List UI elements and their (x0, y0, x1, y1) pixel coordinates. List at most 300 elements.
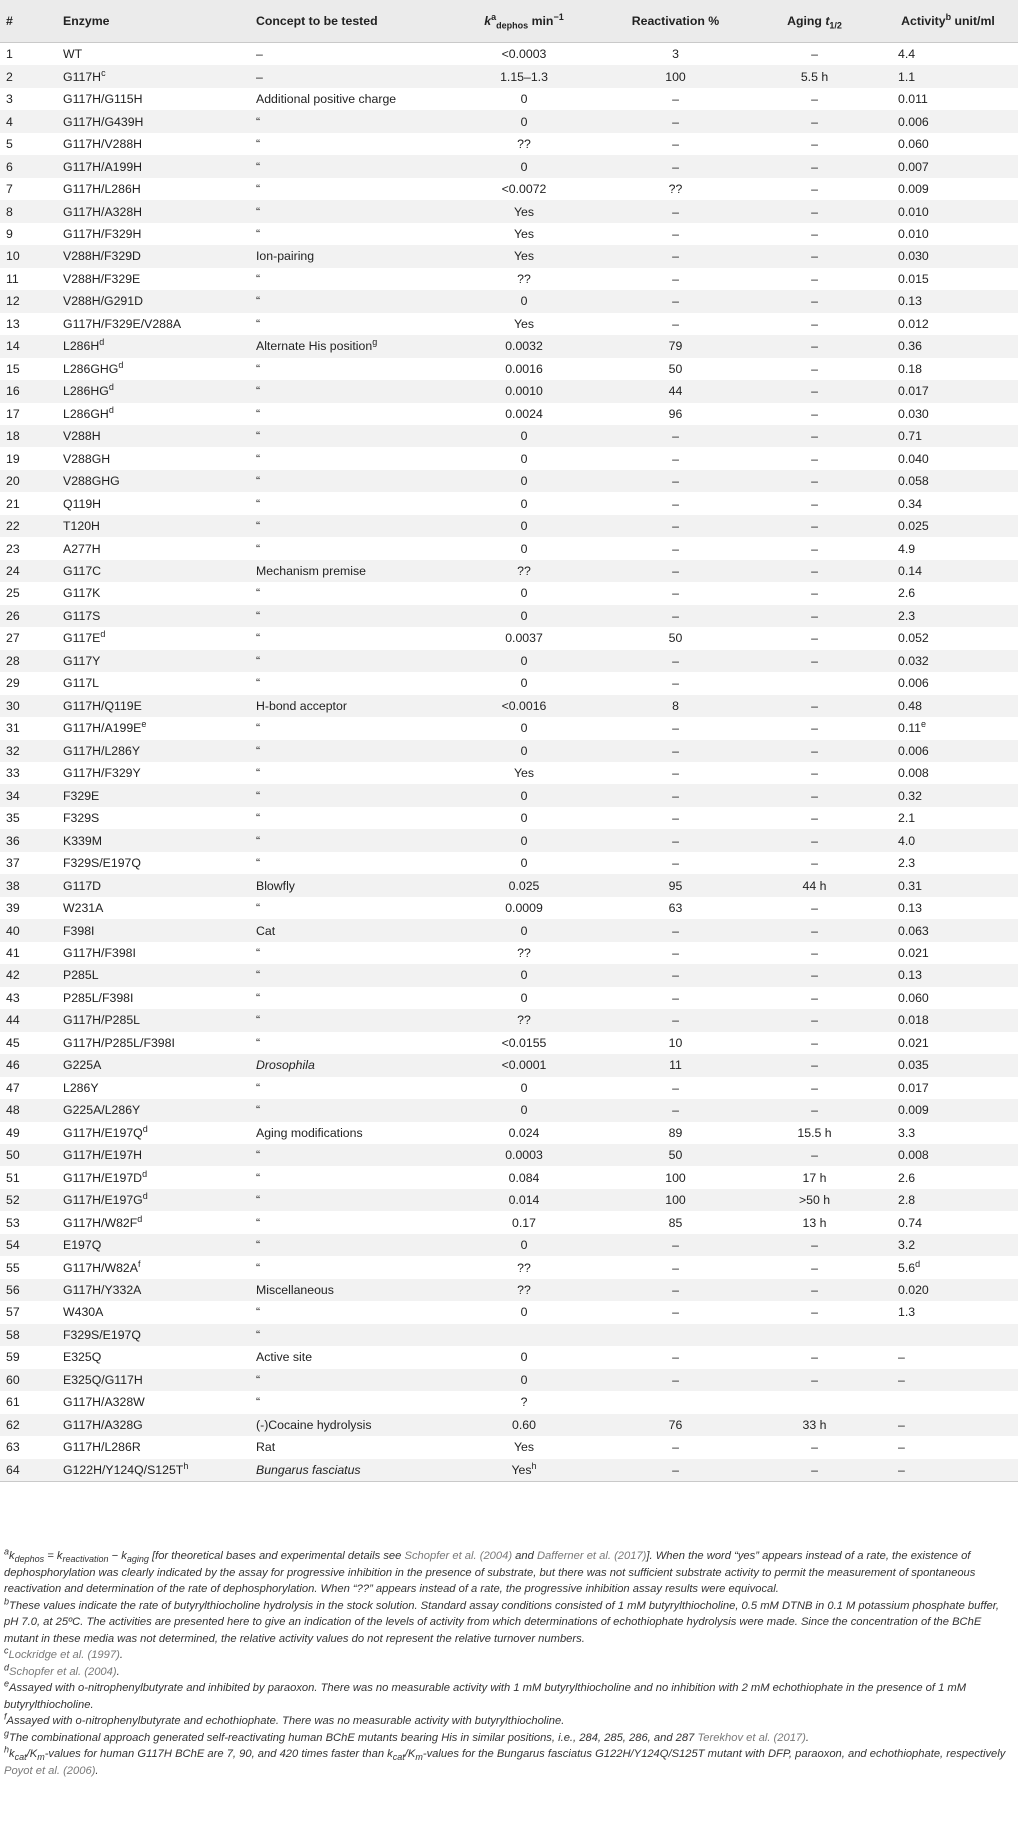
cell-concept-text: “ (256, 406, 261, 421)
cell-enzyme (57, 335, 250, 357)
cell-activity-text: 0.008 (898, 766, 929, 781)
cell-activity-text: 3.2 (898, 1238, 916, 1253)
cell-aging (751, 807, 878, 829)
cell-aging-text: – (811, 564, 818, 579)
cell-activity-text: 4.4 (898, 47, 916, 62)
cell-num (0, 1032, 57, 1054)
cell-reactivation (600, 1369, 751, 1391)
cell-reactivation-text: 100 (665, 1170, 686, 1185)
cell-num-text: 3 (6, 92, 13, 107)
cell-reactivation (600, 492, 751, 514)
cell-k-dephos (448, 1346, 600, 1368)
cell-activity (878, 223, 1018, 245)
cell-concept-text: “ (256, 384, 261, 399)
cell-aging-text: – (811, 743, 818, 758)
cell-reactivation-text: – (672, 766, 679, 781)
cell-activity (878, 942, 1018, 964)
cell-k-dephos-text: 0.014 (508, 1193, 540, 1208)
footnote-h-tail: . (95, 1764, 99, 1777)
cell-concept-text: “ (256, 204, 261, 219)
cell-reactivation (600, 1122, 751, 1144)
cell-enzyme-footnote-mark: d (142, 1123, 148, 1134)
cell-num (0, 133, 57, 155)
cell-reactivation-text: 100 (665, 69, 686, 84)
cell-reactivation (600, 1436, 751, 1458)
footnote-f-text: Assayed with o-nitrophenylbutyrate and echothiophate. There was no measurable activity with butyrylthiocholine. (6, 1715, 565, 1727)
cell-activity-text: 0.060 (898, 137, 929, 152)
cell-enzyme-text: G122H/Y124Q/S125T (63, 1462, 184, 1477)
cell-num (0, 358, 57, 380)
cell-enzyme-text: WT (63, 47, 83, 62)
cell-reactivation-text: – (672, 1372, 679, 1387)
cell-concept (250, 1324, 448, 1346)
cell-reactivation-text: – (672, 204, 679, 219)
cell-k-dephos (448, 1077, 600, 1099)
footnote-b (4, 1595, 1014, 1648)
cell-activity-text: 0.009 (898, 182, 929, 197)
cell-concept (250, 1032, 448, 1054)
cell-enzyme (57, 852, 250, 874)
cell-num-text: 28 (6, 653, 20, 668)
cell-k-dephos (448, 1324, 600, 1346)
citation-link[interactable]: Poyot et al. (2006) (4, 1764, 96, 1777)
cell-reactivation-text: – (672, 226, 679, 241)
cell-reactivation-text: – (672, 1305, 679, 1320)
cell-activity (878, 380, 1018, 402)
cell-reactivation-text: – (672, 114, 679, 129)
citation-link[interactable]: Schopfer et al. (2004) (9, 1665, 117, 1678)
table-row (0, 268, 1018, 290)
cell-k-dephos-text: ?? (517, 945, 531, 960)
cell-num (0, 1166, 57, 1188)
cell-k-dephos (448, 1301, 600, 1323)
cell-k-dephos (448, 740, 600, 762)
cell-concept (250, 650, 448, 672)
cell-concept (250, 964, 448, 986)
cell-reactivation-text: – (672, 586, 679, 601)
cell-activity-text: 4.9 (898, 541, 916, 556)
cell-reactivation (600, 1077, 751, 1099)
cell-concept (250, 1211, 448, 1233)
cell-activity-text: 2.1 (898, 811, 916, 826)
cell-enzyme-text: G117H/Q119E (63, 698, 142, 713)
cell-concept-text: “ (256, 833, 261, 848)
cell-concept (250, 155, 448, 177)
cell-concept (250, 919, 448, 941)
cell-k-dephos (448, 1099, 600, 1121)
table-row (0, 1301, 1018, 1323)
cell-concept (250, 1369, 448, 1391)
cell-enzyme-text: G117C (63, 564, 102, 579)
cell-enzyme-text: V288GH (63, 451, 111, 466)
cell-aging-text: – (811, 721, 818, 736)
cell-reactivation (600, 627, 751, 649)
cell-enzyme-text: G117H (63, 69, 102, 84)
footnote-e-text: Assayed with o-nitrophenylbutyrate and inhibited by paraoxon. There was no measurable activity with 1 mM butyrylthiocholine and no inhibition with 2 mM echothiophate in the presence of 1 mM butyrylthiocholine. (4, 1682, 967, 1711)
cell-k-dephos (448, 919, 600, 941)
cell-enzyme-text: F329E (63, 788, 100, 803)
cell-aging-text: – (811, 766, 818, 781)
cell-reactivation-text: – (672, 451, 679, 466)
cell-num (0, 672, 57, 694)
cell-concept (250, 1189, 448, 1211)
cell-concept-text: “ (256, 1170, 261, 1185)
cell-num-text: 5 (6, 137, 13, 152)
cell-aging (751, 784, 878, 806)
cell-num-text: 34 (6, 788, 20, 803)
cell-k-dephos-text: ? (520, 1395, 528, 1410)
cell-enzyme-footnote-mark: d (108, 382, 114, 393)
cell-aging-text: – (811, 788, 818, 803)
cell-reactivation-text: – (672, 137, 679, 152)
cell-activity-text: 0.13 (898, 968, 922, 983)
cell-k-dephos-text: 0 (520, 811, 528, 826)
cell-reactivation-text: – (672, 945, 679, 960)
cell-activity-text: 0.14 (898, 564, 922, 579)
cell-reactivation (600, 717, 751, 739)
cell-reactivation (600, 1256, 751, 1278)
table-row (0, 335, 1018, 357)
cell-reactivation-text: 76 (668, 1417, 683, 1432)
cell-activity-text: 0.060 (898, 990, 929, 1005)
table-row (0, 358, 1018, 380)
cell-num (0, 762, 57, 784)
cell-enzyme (57, 1279, 250, 1301)
table-row (0, 695, 1018, 717)
cell-concept (250, 695, 448, 717)
cell-aging-text: – (811, 1103, 818, 1118)
cell-concept (250, 1414, 448, 1436)
cell-enzyme (57, 672, 250, 694)
table-row (0, 1099, 1018, 1121)
cell-k-dephos-text: ?? (517, 564, 531, 579)
table-row (0, 200, 1018, 222)
cell-concept (250, 1054, 448, 1076)
footnote-h-k1-sub: cat (14, 1752, 27, 1763)
cell-activity-text: 0.018 (898, 1013, 929, 1028)
cell-k-dephos-text: <0.0072 (501, 182, 547, 197)
cell-k-dephos (448, 1144, 600, 1166)
table-row (0, 852, 1018, 874)
cell-aging-text: – (811, 1260, 818, 1275)
cell-num-text: 16 (6, 384, 20, 399)
cell-k-dephos (448, 762, 600, 784)
cell-aging-text: – (811, 451, 818, 466)
cell-k-dephos-text: 0 (520, 856, 528, 871)
cell-k-dephos (448, 200, 600, 222)
cell-reactivation-text: 3 (672, 47, 679, 62)
cell-activity (878, 425, 1018, 447)
cell-aging (751, 290, 878, 312)
cell-concept (250, 515, 448, 537)
cell-num (0, 65, 57, 87)
cell-k-dephos (448, 874, 600, 896)
cell-enzyme (57, 1234, 250, 1256)
cell-activity (878, 335, 1018, 357)
table-row (0, 1122, 1018, 1144)
cell-enzyme-text: G117H/P285L (63, 1013, 141, 1028)
cell-activity-text: 0.025 (898, 519, 929, 534)
cell-concept (250, 223, 448, 245)
cell-activity-text: 0.011 (898, 92, 928, 107)
cell-concept-text: “ (256, 316, 261, 331)
cell-aging (751, 403, 878, 425)
cell-reactivation-text: – (672, 968, 679, 983)
cell-enzyme-text: L286Y (63, 1080, 99, 1095)
citation-link[interactable]: Lockridge et al. (1997) (8, 1649, 120, 1661)
cell-enzyme-text: G225A (63, 1058, 102, 1073)
cell-aging-text: – (811, 1350, 818, 1365)
cell-num (0, 43, 57, 66)
cell-concept-text: “ (256, 451, 261, 466)
cell-enzyme-text: G117H/E197G (63, 1193, 143, 1208)
cell-reactivation (600, 133, 751, 155)
cell-aging-text: – (811, 1035, 818, 1050)
cell-aging (751, 1166, 878, 1188)
cell-k-dephos-text: 0.0037 (505, 631, 543, 646)
cell-concept (250, 672, 448, 694)
cell-aging-text: – (811, 182, 818, 197)
cell-aging (751, 1369, 878, 1391)
footnote-h-k1-mid: /K (26, 1748, 38, 1760)
cell-k-dephos (448, 1369, 600, 1391)
table-row (0, 470, 1018, 492)
cell-num (0, 919, 57, 941)
cell-k-dephos (448, 1279, 600, 1301)
footnote-h-k2: k (387, 1748, 393, 1760)
cell-k-dephos-text: 0 (520, 541, 528, 556)
cell-reactivation-text: – (672, 1238, 679, 1253)
cell-aging-text: – (811, 1372, 818, 1387)
cell-reactivation-text: – (672, 788, 679, 803)
cell-concept-text: “ (256, 721, 261, 736)
cell-activity-text: – (898, 1372, 905, 1387)
table-row (0, 380, 1018, 402)
cell-num-text: 31 (6, 721, 20, 736)
cell-aging-text: – (811, 653, 818, 668)
footnote-g-text: The combinational approach generated self-reactivating human BChE mutants bearing His in similar positions, i.e., 284, 285, 286, and 287 (9, 1731, 698, 1744)
cell-activity (878, 964, 1018, 986)
cell-num (0, 178, 57, 200)
cell-concept (250, 1166, 448, 1188)
cell-activity-text: 0.009 (898, 1103, 929, 1118)
cell-concept-text: “ (256, 1238, 261, 1253)
cell-activity-footnote-mark: e (921, 719, 927, 730)
cell-reactivation (600, 987, 751, 1009)
header-num: # (0, 0, 57, 43)
cell-activity (878, 1144, 1018, 1166)
cell-concept-text: “ (256, 1013, 261, 1028)
table-row (0, 762, 1018, 784)
cell-aging-text: – (811, 856, 818, 871)
cell-reactivation (600, 582, 751, 604)
cell-k-dephos-text: 0 (520, 474, 528, 489)
cell-enzyme-footnote-mark: h (183, 1460, 189, 1471)
cell-enzyme (57, 717, 250, 739)
cell-concept-text: “ (256, 429, 261, 444)
cell-enzyme (57, 605, 250, 627)
table-row (0, 582, 1018, 604)
cell-enzyme-footnote-mark: d (137, 1213, 143, 1224)
cell-activity-text: 0.015 (898, 271, 929, 286)
cell-activity (878, 1391, 1018, 1413)
citation-link[interactable]: Dafferner et al. (2017) (536, 1550, 647, 1562)
cell-enzyme-text: G117L (63, 676, 100, 691)
cell-activity (878, 627, 1018, 649)
cell-aging-text: – (811, 1238, 818, 1253)
footnote-c (4, 1647, 1014, 1664)
cell-reactivation (600, 403, 751, 425)
cell-num-text: 32 (6, 743, 20, 758)
cell-enzyme (57, 1054, 250, 1076)
cell-num-text: 47 (6, 1080, 20, 1095)
cell-reactivation (600, 88, 751, 110)
cell-reactivation (600, 380, 751, 402)
cell-activity-text: 0.010 (898, 226, 929, 241)
cell-k-dephos-text: 0.17 (512, 1215, 536, 1230)
cell-num (0, 1009, 57, 1031)
cell-reactivation-text: – (672, 294, 679, 309)
cell-num-text: 13 (6, 316, 20, 331)
cell-aging-text: 17 h (802, 1170, 827, 1185)
cell-activity (878, 1099, 1018, 1121)
citation-link[interactable]: Terekhov et al. (2017) (697, 1731, 806, 1744)
cell-activity (878, 65, 1018, 87)
cell-activity (878, 1459, 1018, 1482)
cell-k-dephos-text: ?? (517, 271, 531, 286)
cell-activity (878, 447, 1018, 469)
cell-concept (250, 380, 448, 402)
table-row (0, 1346, 1018, 1368)
cell-activity (878, 1054, 1018, 1076)
cell-aging-text: – (811, 339, 818, 354)
cell-reactivation-text: – (672, 811, 679, 826)
cell-concept (250, 268, 448, 290)
cell-activity-text: 0.36 (898, 339, 922, 354)
cell-activity (878, 313, 1018, 335)
cell-k-dephos-text: 0 (520, 1350, 528, 1365)
cell-concept (250, 492, 448, 514)
cell-activity (878, 650, 1018, 672)
cell-enzyme (57, 1301, 250, 1323)
cell-concept-text: “ (256, 1148, 261, 1163)
cell-concept (250, 874, 448, 896)
cell-k-dephos (448, 515, 600, 537)
cell-reactivation (600, 1301, 751, 1323)
cell-k-dephos-text: 0.0003 (505, 1148, 543, 1163)
cell-activity-text: 0.052 (898, 631, 929, 646)
cell-enzyme-text: A277H (63, 541, 101, 556)
table-row (0, 290, 1018, 312)
cell-aging-text: – (811, 429, 818, 444)
cell-concept (250, 582, 448, 604)
cell-activity (878, 829, 1018, 851)
cell-aging (751, 1234, 878, 1256)
cell-reactivation (600, 784, 751, 806)
cell-enzyme (57, 200, 250, 222)
cell-aging (751, 1144, 878, 1166)
cell-num (0, 650, 57, 672)
cell-concept-text: “ (256, 788, 261, 803)
cell-aging-text: 15.5 h (797, 1125, 832, 1140)
cell-reactivation (600, 335, 751, 357)
cell-concept (250, 717, 448, 739)
cell-k-dephos-text: Yes (513, 249, 535, 264)
cell-aging (751, 1301, 878, 1323)
cell-concept-text: “ (256, 766, 261, 781)
cell-concept (250, 1279, 448, 1301)
cell-reactivation-text: – (672, 856, 679, 871)
cell-enzyme-text: W231A (63, 901, 104, 916)
cell-num-text: 57 (6, 1305, 20, 1320)
cell-aging (751, 919, 878, 941)
cell-concept-text: – (256, 69, 263, 84)
cell-aging-text: – (811, 1305, 818, 1320)
cell-concept-text: “ (256, 945, 261, 960)
cell-reactivation-text: – (672, 474, 679, 489)
cell-aging (751, 627, 878, 649)
cell-num-text: 38 (6, 878, 20, 893)
cell-reactivation (600, 1009, 751, 1031)
footnote-mark: d (4, 1661, 10, 1672)
cell-concept-text: “ (256, 541, 261, 556)
cell-enzyme-text: E325Q/G117H (63, 1372, 143, 1387)
cell-aging (751, 470, 878, 492)
cell-num (0, 1436, 57, 1458)
cell-k-dephos (448, 178, 600, 200)
cell-aging-text: – (811, 294, 818, 309)
cell-aging-text: – (811, 631, 818, 646)
cell-aging (751, 964, 878, 986)
table-row (0, 133, 1018, 155)
cell-enzyme (57, 425, 250, 447)
cell-concept (250, 560, 448, 582)
cell-activity (878, 245, 1018, 267)
cell-num (0, 627, 57, 649)
footnote-h-k2-sub2: m (415, 1752, 423, 1763)
cell-activity-text: 0.021 (898, 1035, 929, 1050)
cell-k-dephos-text: ?? (517, 137, 531, 152)
cell-reactivation-text: – (672, 676, 679, 691)
cell-enzyme (57, 245, 250, 267)
cell-enzyme (57, 582, 250, 604)
cell-activity-text: 0.71 (898, 429, 922, 444)
cell-enzyme (57, 1009, 250, 1031)
cell-aging-text: – (811, 945, 818, 960)
cell-enzyme-text: G225A/L286Y (63, 1103, 141, 1118)
cell-k-dephos (448, 807, 600, 829)
cell-num (0, 852, 57, 874)
citation-link[interactable]: Schopfer et al. (2004) (404, 1550, 513, 1562)
cell-k-dephos-text: Yes (513, 316, 535, 331)
footnote-h (4, 1746, 1014, 1779)
cell-concept (250, 1301, 448, 1323)
cell-aging (751, 762, 878, 784)
footnote-h-text1: -values for human G117H BChE are 7, 90, and 420 times faster than (44, 1748, 388, 1760)
cell-k-dephos (448, 1032, 600, 1054)
cell-k-dephos (448, 627, 600, 649)
cell-concept-text: “ (256, 676, 261, 691)
table-row (0, 178, 1018, 200)
cell-k-dephos-text: 0 (520, 159, 528, 174)
footnote-a-post: ]. When the word “yes” appears instead of a rate, the existence of dephosphorylation was clearly indicated by the assay for progressive inhibition in the presence of substrate, but there was not sufficient substrate activity to permit the measurement of spontaneous reactivation and determination of the rate of dephosphorylation. When “??” appears instead of a rate, the progressive inhibition assay results were equivocal. (4, 1550, 976, 1595)
cell-concept-text: – (256, 47, 263, 62)
cell-enzyme-text: G117H/A328H (63, 204, 143, 219)
cell-enzyme (57, 470, 250, 492)
cell-activity-text: 0.31 (898, 878, 922, 893)
cell-aging (751, 313, 878, 335)
cell-aging (751, 650, 878, 672)
